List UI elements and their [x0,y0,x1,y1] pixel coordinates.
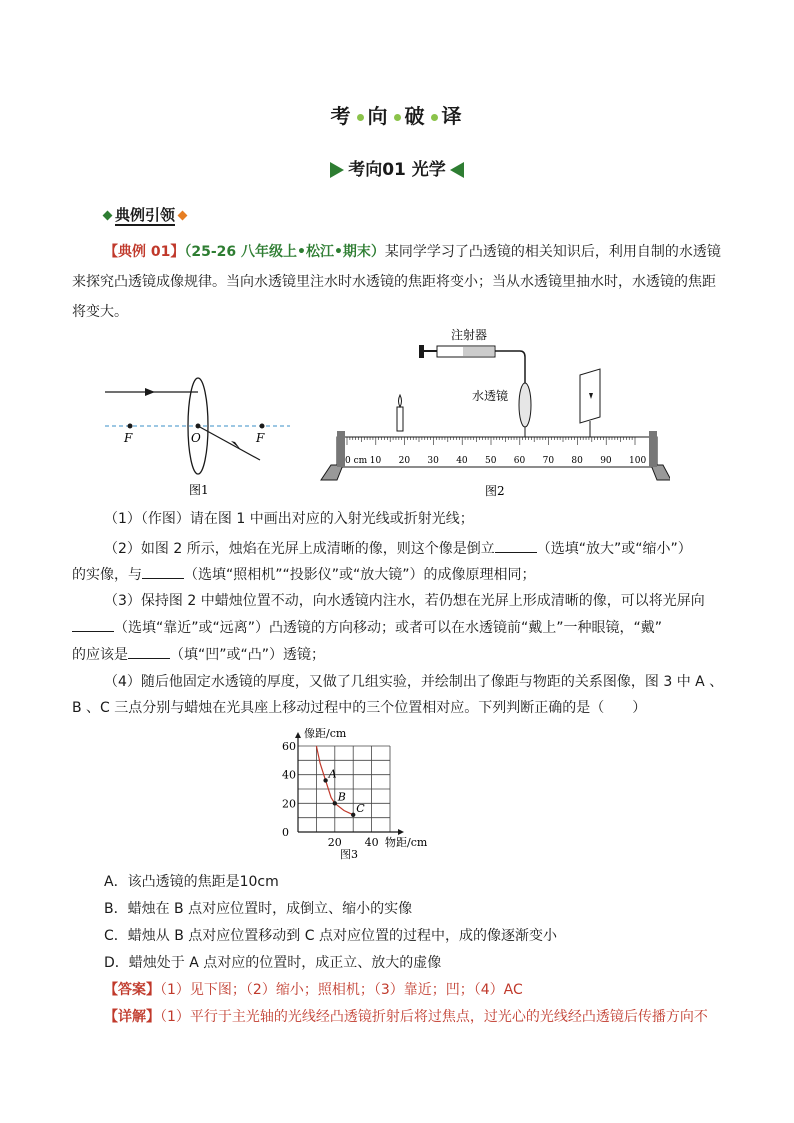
answer-line [104,976,523,1005]
arrow-icon [145,388,155,396]
question-text: （选填“放大”或“缩小”） [536,541,692,557]
question-3: （3）保持图 2 中蜡烛位置不动，向水透镜内注水，若仍想在光屏上形成清晰的像，可以将光屏向 [104,593,705,609]
bench-end [337,431,345,467]
y-tick-label: 0 [282,826,289,839]
y-tick-label: 20 [282,797,296,811]
intro-line: 来探究凸透镜成像规律。当向水透镜里注水时水透镜的焦距将变小；当从水透镜里抽水时，水透镜的焦距 [72,274,716,290]
title-char: 破 [404,104,427,128]
data-point [333,801,337,805]
example-tag: 【典例 01】 [104,244,185,260]
syringe-handle [419,345,424,358]
point-label: C [356,801,365,815]
answer-tag: 【答案】 [104,982,160,998]
option-b: B．蜡烛在 B 点对应位置时，成倒立、缩小的实像 [104,901,413,917]
y-axis-label: 像距/cm [304,728,347,740]
bench-end [649,431,657,467]
intro-line: 将变大。 [72,304,128,320]
figure-3-chart [270,728,445,866]
question-text: 的应该是 [72,647,128,663]
triangle-right-icon [330,162,344,178]
figure-caption: 图3 [340,848,358,861]
label-lens: 水透镜 [472,389,509,403]
syringe-tube [495,351,525,383]
scale-tick-label: 30 [427,456,439,466]
scale-tick-label: 20 [398,456,411,466]
label-syringe: 注射器 [451,328,488,342]
question-1: （1）（作图）请在图 1 中画出对应的入射光线或折射光线； [104,511,474,527]
y-tick-label: 60 [282,740,296,753]
y-tick-label: 40 [282,768,296,782]
detail-tag: 【详解】 [104,1009,160,1025]
answer-blank[interactable] [495,540,537,553]
scale-tick-label: 100 [629,456,647,466]
detail-line [104,1003,724,1032]
question-text: 的实像，与 [72,567,142,583]
syringe-water [463,347,494,356]
scale-tick-label: 10 [369,456,382,466]
option-a: A．该凸透镜的焦距是10cm [104,874,279,890]
dot-icon [431,114,438,121]
question-3-cont [72,641,325,670]
scale-tick-label: 60 [513,456,526,466]
scale-tick-label: 90 [600,456,612,466]
example-source: （25-26 八年级上•松江•期末） [184,244,385,260]
subtitle-text: 考向01 光学 [348,160,446,180]
section-title-text: 典例引领 [115,206,176,224]
option-c: C．蜡烛从 B 点对应位置移动到 C 点对应位置的过程中，成的像逐渐变小 [104,928,557,944]
optical-center [196,424,201,429]
option-d: D．蜡烛处于 A 点对应的位置时，成正立、放大的虚像 [104,955,442,971]
question-4: （4）随后他固定水透镜的厚度，又做了几组实验，并绘制出了像距与物距的关系图像，图 3 中 A 、 [104,674,724,690]
scale-unit: 0 cm [345,456,368,466]
candle [397,407,403,431]
figure-2 [315,325,670,500]
data-point [351,813,355,817]
chart-grid [298,746,390,832]
arrow-icon [398,829,404,835]
title-char: 译 [441,104,464,128]
scale-tick-label: 50 [485,456,497,466]
question-2 [104,535,692,564]
label-o: O [191,431,201,445]
label-f: F [256,431,265,445]
diamond-icon [178,211,188,221]
diamond-icon [103,211,113,221]
question-text: （填“凹”或“凸”）透镜； [170,647,326,663]
question-4-cont: B 、C 三点分别与蜡烛在光具座上移动过程中的三个位置相对应。下列判断正确的是（ ） [72,700,647,716]
scale-tick-label: 70 [542,456,555,466]
intro-line: 某同学学习了凸透镜的相关知识后，利用自制的水透镜 [384,244,721,260]
title-char: 考 [330,104,353,128]
question-text: （选填“靠近”或“远离”）凸透镜的方向移动；或者可以在水透镜前“戴上”一种眼镜，“戴” [114,620,663,636]
bench-leg [321,465,343,480]
x-tick-label: 20 [327,836,342,849]
question-2-cont [72,561,536,590]
example-section-title [104,204,186,225]
figure-caption: 图1 [189,483,209,497]
answer-blank[interactable] [72,619,114,632]
question-text: （选填“照相机”“投影仪”或“放大镜”）的成像原理相同； [184,567,536,583]
page-title [0,100,794,129]
dot-icon [357,114,364,121]
figure-caption: 图2 [485,484,505,498]
title-char: 向 [367,104,390,128]
x-tick-label: 40 [364,836,379,849]
focus-point [128,424,133,429]
flame-icon [399,395,402,407]
scale-tick-label: 80 [571,456,583,466]
figure-1 [95,340,300,500]
example-intro [104,238,724,267]
x-axis-label: 物距/cm [385,836,428,849]
chart-axes [295,732,404,835]
triangle-left-icon [450,162,464,178]
point-label: B [337,790,346,804]
answer-blank[interactable] [128,646,170,659]
detail-text: （1）平行于主光轴的光线经凸透镜折射后将过焦点，过光心的光线经凸透镜后传播方向不 [160,1009,708,1025]
point-label: A [328,767,337,781]
section-heading [0,155,794,180]
question-text: （2）如图 2 所示，烛焰在光屏上成清晰的像，则这个像是倒立 [104,541,495,557]
data-point [323,778,327,782]
dot-icon [394,114,401,121]
water-lens [519,383,531,427]
scale-tick-label: 40 [456,456,468,466]
label-f: F [124,431,133,445]
focus-point [260,424,265,429]
bench-leg [651,465,670,480]
answer-text: （1）见下图；（2）缩小；照相机；（3）靠近；凹；（4）AC [160,982,523,998]
arrow-icon [295,732,301,738]
answer-blank[interactable] [142,566,184,579]
question-3-cont [72,614,662,643]
